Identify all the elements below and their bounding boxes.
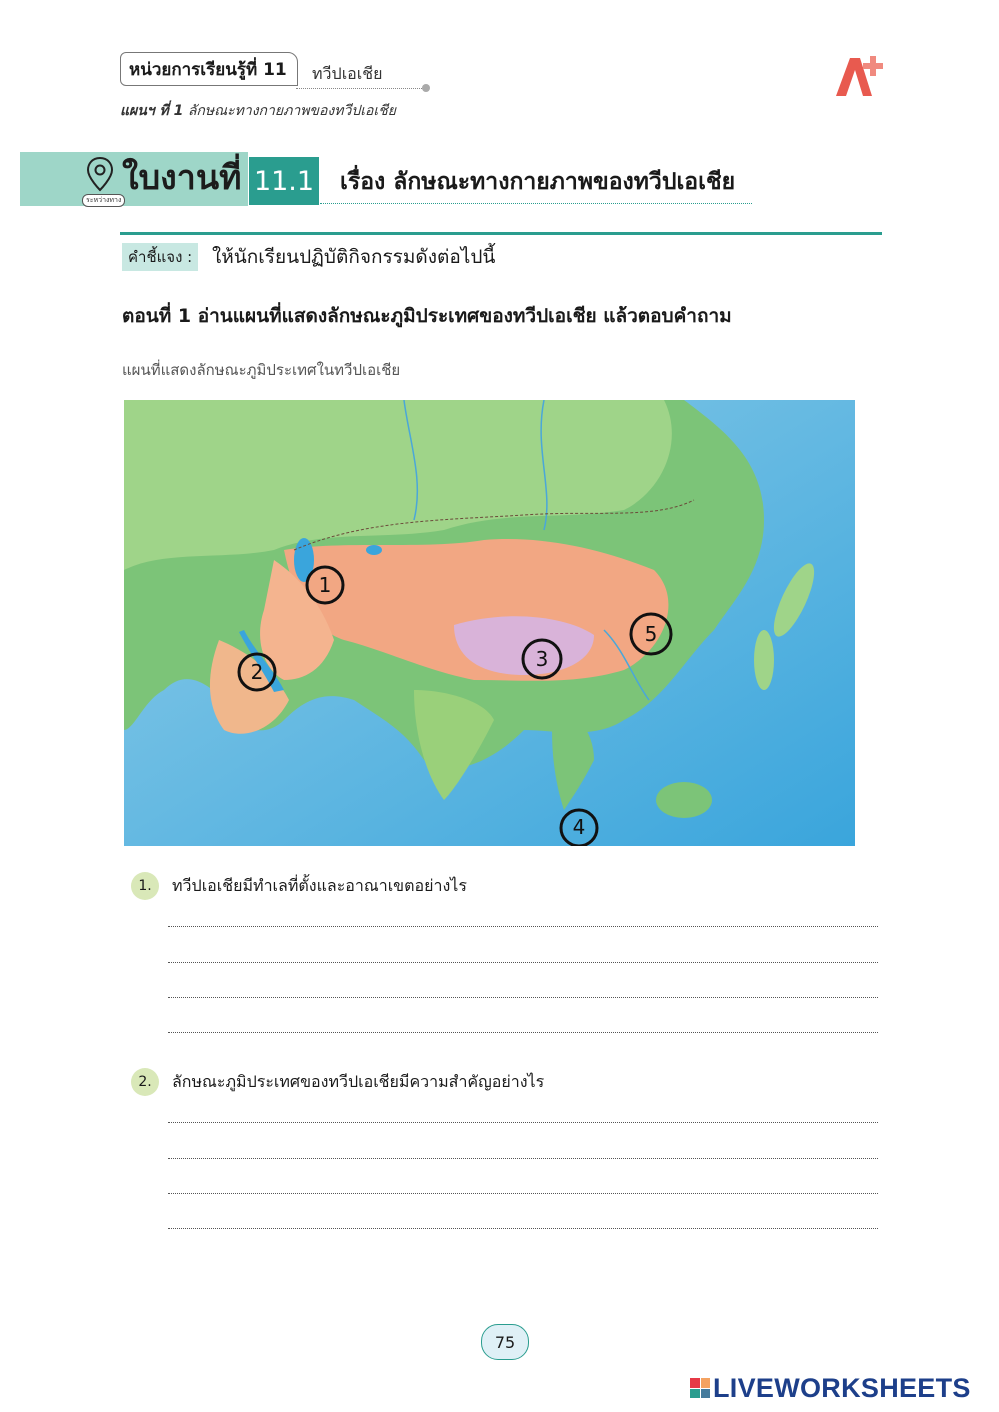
answer-line[interactable] (168, 1193, 878, 1194)
page-number: 75 (481, 1324, 529, 1360)
answer-line[interactable] (168, 926, 878, 927)
asia-relief-map (124, 400, 855, 846)
liveworksheets-logo-icon (690, 1378, 710, 1398)
unit-label-box (120, 52, 298, 86)
unit-divider-dot (422, 84, 430, 92)
answer-line[interactable] (168, 997, 878, 998)
worksheet-topic: เรื่อง ลักษณะทางกายภาพของทวีปเอเชีย (340, 169, 736, 195)
answer-line[interactable] (168, 962, 878, 963)
brand-text: LIVEWORKSHEETS (713, 1372, 971, 1403)
worksheet-number: 11.1 (249, 157, 319, 205)
map-marker-5-label: 5 (644, 622, 658, 646)
instruction-label: คำชี้แจง : (122, 243, 198, 271)
plan-line (120, 100, 396, 122)
map-marker-3-label: 3 (535, 647, 549, 671)
worksheet-label: ใบงานที่ (122, 158, 242, 198)
unit-label: หน่วยการเรียนรู้ที่ 11 (129, 59, 287, 80)
publisher-logo-icon (832, 50, 888, 100)
topic-underline (320, 203, 752, 204)
pin-caption: ระหว่างทาง (82, 194, 125, 207)
question-2-number: 2. (131, 1068, 159, 1096)
answer-line[interactable] (168, 1158, 878, 1159)
map-caption: แผนที่แสดงลักษณะภูมิประเทศในทวีปเอเชีย (122, 361, 401, 379)
plan-prefix: แผนฯ ที่ 1 (120, 103, 184, 119)
instruction-rule (120, 232, 882, 235)
unit-divider (296, 88, 426, 89)
answer-line[interactable] (168, 1228, 878, 1229)
question-2-text: ลักษณะภูมิประเทศของทวีปเอเชียมีความสำคัญอย่างไร (172, 1072, 545, 1091)
map-marker-2-label: 2 (250, 660, 264, 684)
plan-name: ลักษณะทางกายภาพของทวีปเอเชีย (187, 103, 396, 119)
answer-line[interactable] (168, 1032, 878, 1033)
map-marker-4-label: 4 (572, 815, 586, 839)
map-marker-1-label: 1 (318, 573, 332, 597)
instruction-text: ให้นักเรียนปฏิบัติกิจกรรมดังต่อไปนี้ (212, 246, 496, 268)
question-1-number: 1. (131, 872, 159, 900)
location-pin-icon (86, 156, 114, 196)
liveworksheets-brand (690, 1372, 971, 1404)
unit-name: ทวีปเอเชีย (312, 64, 383, 83)
question-1-text: ทวีปเอเชียมีทำเลที่ตั้งและอาณาเขตอย่างไร (172, 876, 467, 895)
answer-line[interactable] (168, 1122, 878, 1123)
part1-title: ตอนที่ 1 อ่านแผนที่แสดงลักษณะภูมิประเทศของทวีปเอเชีย แล้วตอบคำถาม (122, 305, 732, 327)
